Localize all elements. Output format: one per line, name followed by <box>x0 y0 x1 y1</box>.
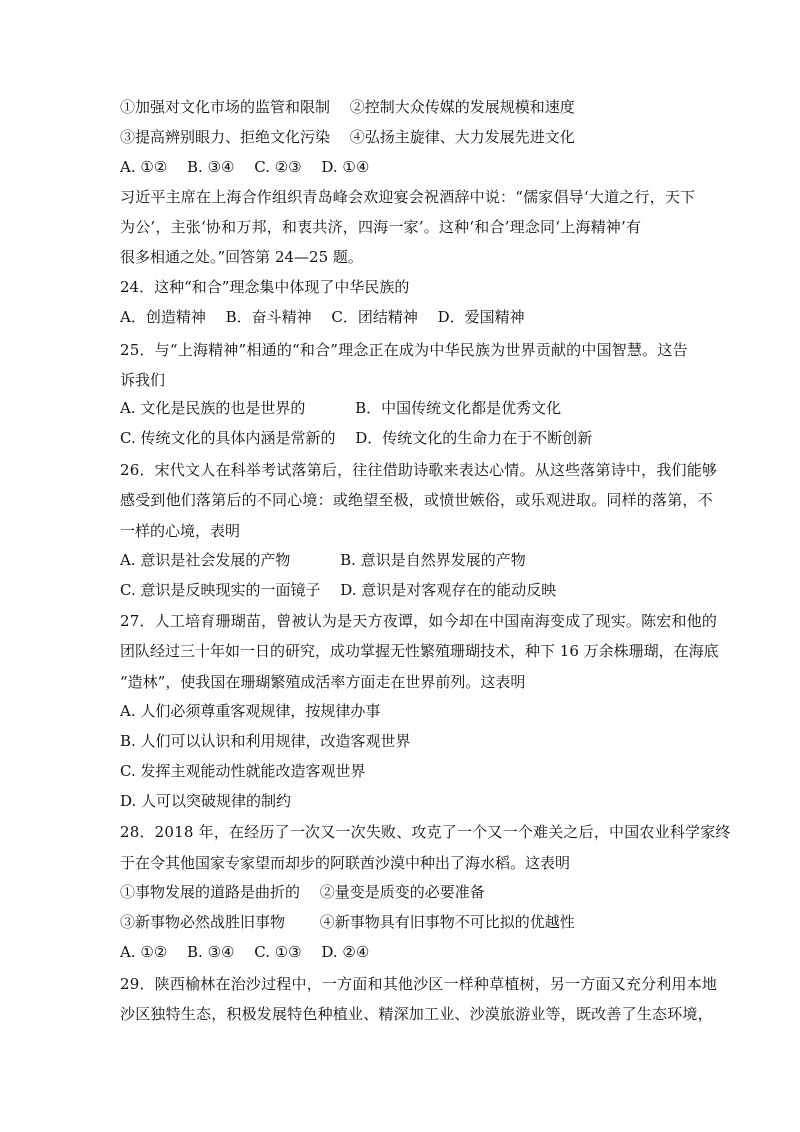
answer-row-q25-cd: C. 传统文化的具体内涵是常新的 D．传统文化的生命力在于不断创新 <box>120 429 593 447</box>
answer-q27-d: D. 人可以突破规律的制约 <box>120 792 292 810</box>
question-26-line-2: 感受到他们落第后的不同心境：或绝望至极，或愤世嫉俗，或乐观进取。同样的落第，不 <box>120 491 713 509</box>
answer-q27-b: B. 人们可以认识和利用规律，改造客观世界 <box>120 732 411 750</box>
answer-row-q26-ab: A. 意识是社会发展的产物 B. 意识是自然界发展的产物 <box>120 551 526 569</box>
question-24: 24．这种“和合”理念集中体现了中华民族的 <box>120 278 410 296</box>
material-text-line-1: 习近平主席在上海合作组织青岛峰会欢迎宴会祝酒辞中说：“儒家倡导‘大道之行，天下 <box>120 188 696 206</box>
question-25-line-2: 诉我们 <box>120 371 166 389</box>
question-26-line-1: 26．宋代文人在科举考试落第后，往往借助诗歌来表达心情。从这些落第诗中，我们能够 <box>120 461 718 479</box>
question-26-line-3: 一样的心境，表明 <box>120 522 241 540</box>
question-27-line-2: 团队经过三十年如一日的研究，成功掌握无性繁殖珊瑚技术，种下 16 万余株珊瑚，在海底 <box>120 642 719 660</box>
answer-q27-c: C. 发挥主观能动性就能改造客观世界 <box>120 762 366 780</box>
answer-row-q26-cd: C. 意识是反映现实的一面镜子 D. 意识是对客观存在的能动反映 <box>120 581 557 599</box>
answer-q27-a: A. 人们必须尊重客观规律，按规律办事 <box>120 702 381 720</box>
material-text-line-2: 为公’，主张‘协和万邦，和衷共济，四海一家’。这种‘和合’理念同‘上海精神’有 <box>120 218 642 236</box>
answer-choices-q23: A. ①② B. ③④ C. ②③ D. ①④ <box>120 158 370 176</box>
answer-row-q25-ab: A. 文化是民族的也是世界的 B．中国传统文化都是优秀文化 <box>120 399 562 417</box>
question-25-line-1: 25．与“上海精神”相通的“和合”理念正在成为中华民族为世界贡献的中国智慧。这告 <box>120 341 688 359</box>
material-text-line-3: 很多相通之处。”回答第 24—25 题。 <box>120 248 363 266</box>
question-27-line-3: “造林”，使我国在珊瑚繁殖成活率方面走在世界前列。这表明 <box>120 673 526 691</box>
question-29-line-2: 沙区独特生态，积极发展特色种植业、精深加工业、沙漠旅游业等，既改善了生态环境， <box>120 1005 713 1023</box>
answer-choices-q24: A．创造精神 B．奋斗精神 C．团结精神 D．爱国精神 <box>120 308 525 326</box>
option-row-q28-3-4: ③新事物必然战胜旧事物 ④新事物具有旧事物不可比拟的优越性 <box>120 913 575 931</box>
question-29-line-1: 29．陕西榆林在治沙过程中，一方面和其他沙区一样种草植树，另一方面又充分利用本地 <box>120 975 718 993</box>
option-row-q28-1-2: ①事物发展的道路是曲折的 ②量变是质变的必要准备 <box>120 883 485 901</box>
question-28-line-1: 28．2018 年，在经历了一次又一次失败、攻克了一个又一个难关之后，中国农业科学家终 <box>120 823 731 841</box>
question-28-line-2: 于在令其他国家专家望而却步的阿联酋沙漠中种出了海水稻。这表明 <box>120 854 571 872</box>
question-27-line-1: 27．人工培育珊瑚苗，曾被认为是天方夜谭，如今却在中国南海变成了现实。陈宏和他的 <box>120 612 718 630</box>
answer-choices-q28: A. ①② B. ③④ C. ①③ D. ②④ <box>120 943 370 961</box>
option-row-3-4: ③提高辨别眼力、拒绝文化污染 ④弘扬主旋律、大力发展先进文化 <box>120 128 575 146</box>
option-row-1-2: ①加强对文化市场的监管和限制 ②控制大众传媒的发展规模和速度 <box>120 98 575 116</box>
